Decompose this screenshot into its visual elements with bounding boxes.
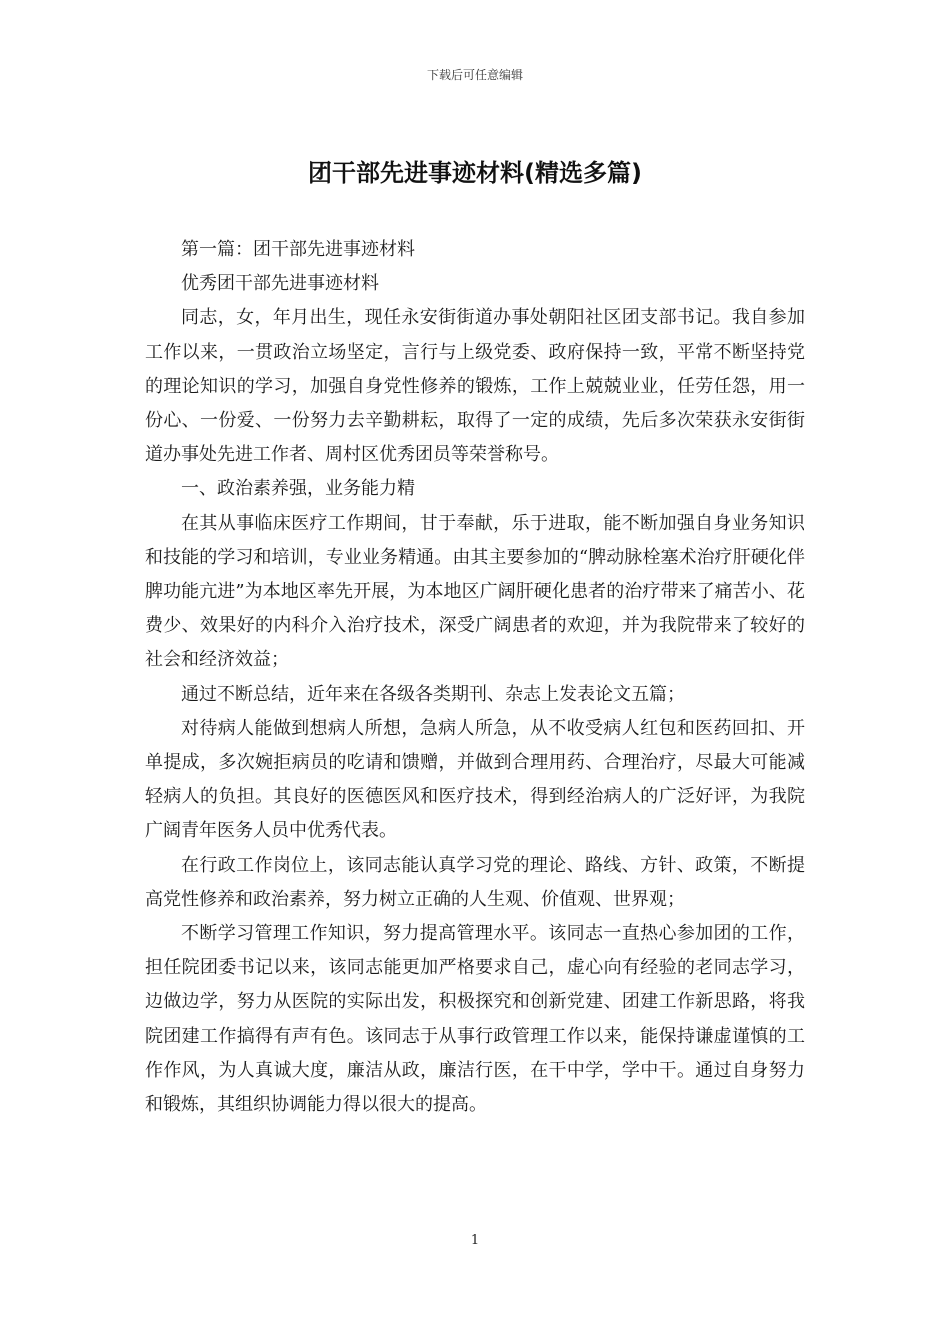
paragraph-patients: 对待病人能做到想病人所想，急病人所急，从不收受病人红包和医药回扣、开单提成，多次婉拒病员的吃请和馈赠，并做到合理用药、合理治疗，尽最大可能减轻病人的负担。其良好的医德医风和医疗技术，得到经治病人的广泛好评，为我院广阔青年医务人员中优秀代表。 bbox=[145, 717, 805, 842]
paragraph-intro: 同志，女，年月出生，现任永安街街道办事处朝阳社区团支部书记。我自参加工作以来，一贯政治立场坚定，言行与上级党委、政府保持一致，平常不断坚持党的理论知识的学习，加强自身党性修养的锻炼，工作上兢兢业业，任劳任怨，用一份心、一份爱、一份努力去辛勤耕耘，取得了一定的成绩，先后多次荣获永安街街道办事处先进工作者、周村区优秀团员等荣誉称号。 bbox=[145, 307, 805, 466]
section-heading-politics: 一、政治素养强，业务能力精 bbox=[181, 478, 415, 500]
paragraph-papers: 通过不断总结，近年来在各级各类期刊、杂志上发表论文五篇； bbox=[181, 683, 685, 705]
document-body bbox=[145, 233, 805, 1122]
subtitle: 优秀团干部先进事迹材料 bbox=[181, 273, 379, 295]
paragraph-clinical: 在其从事临床医疗工作期间，甘于奉献，乐于进取，能不断加强自身业务知识和技能的学习和培训，专业业务精通。由其主要参加的“脾动脉栓塞术治疗肝硬化伴脾功能亢进”为本地区率先开展，为本地区广阔肝硬化患者的治疗带来了痛苦小、花费少、效果好的内科介入治疗技术，深受广阔患者的欢迎，并为我院带来了较好的社会和经济效益； bbox=[145, 512, 805, 671]
document-title: 团干部先进事迹材料(精选多篇) bbox=[308, 159, 642, 187]
page-header: 下载后可任意编辑 bbox=[426, 68, 523, 82]
paragraph-administration: 在行政工作岗位上，该同志能认真学习党的理论、路线、方针、政策，不断提高党性修养和政治素养，努力树立正确的人生观、价值观、世界观； bbox=[145, 854, 805, 910]
page-number: 1 bbox=[470, 1233, 480, 1248]
section-heading-first: 第一篇：团干部先进事迹材料 bbox=[181, 239, 415, 260]
paragraph-management: 不断学习管理工作知识，努力提高管理水平。该同志一直热心参加团的工作，担任院团委书记以来，该同志能更加严格要求自己，虚心向有经验的老同志学习，边做边学，努力从医院的实际出发，积极探究和创新党建、团建工作新思路，将我院团建工作搞得有声有色。该同志于从事行政管理工作以来，能保持谦虚谨慎的工作作风，为人真诚大度，廉洁从政，廉洁行医，在干中学，学中干。通过自身努力和锻炼，其组织协调能力得以很大的提高。 bbox=[145, 923, 805, 1116]
